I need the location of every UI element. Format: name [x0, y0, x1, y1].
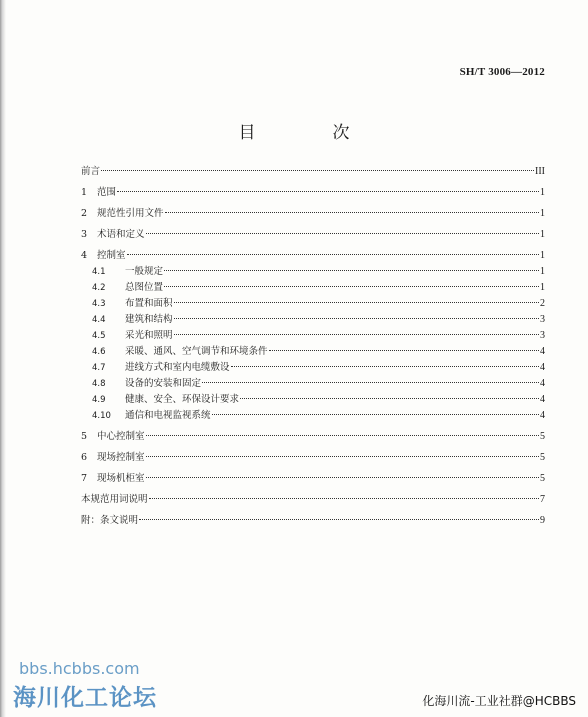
toc-entry-label: 术语和定义 [97, 229, 145, 240]
toc-dot-leader [146, 456, 539, 457]
toc-entry [81, 492, 545, 508]
toc-entry-page: 4 [540, 410, 545, 421]
toc-entry [81, 450, 545, 466]
watermark-site-name: 海川化工论坛 [13, 685, 157, 711]
toc-entry-label: 采光和照明 [125, 330, 173, 341]
toc-subentry [81, 264, 545, 280]
toc-dot-leader [117, 191, 539, 192]
toc-entry [81, 429, 545, 445]
watermark-url: bbs.hcbbs.com [19, 659, 140, 678]
toc-entry [81, 164, 545, 180]
toc-entry-label: 本规范用词说明 [81, 494, 148, 505]
toc-entry-number: 7 [81, 473, 88, 484]
toc-entry-label: 建筑和结构 [125, 314, 173, 325]
toc-entry-label: 现场控制室 [97, 452, 145, 463]
toc-entry-number: 4.6 [92, 347, 106, 357]
toc-entry-page: 5 [540, 431, 545, 442]
toc-entry-label: 范围 [97, 187, 117, 198]
watermark-credit: 化海川流-工业社群@HCBBS [422, 694, 576, 708]
toc-entry-number: 4.8 [92, 379, 106, 389]
toc-entry-number: 3 [81, 229, 88, 240]
toc-entry [81, 206, 545, 222]
toc-entry-page: 4 [540, 346, 545, 357]
toc-entry-label: 现场机柜室 [97, 473, 145, 484]
standard-code: SH/T 3006—2012 [459, 66, 545, 78]
toc-entry-number: 4.4 [92, 315, 106, 325]
toc-entry-page: 1 [540, 187, 545, 198]
toc-dot-leader [139, 519, 539, 520]
table-of-contents [81, 164, 545, 529]
toc-entry [81, 248, 545, 264]
toc-entry-label: 布置和面积 [125, 298, 173, 309]
toc-entry [81, 513, 545, 529]
toc-entry-number: 2 [81, 208, 88, 219]
toc-entry-page: 4 [540, 394, 545, 405]
page-title: 目 次 [238, 123, 380, 143]
toc-entry-number: 4.3 [92, 299, 106, 309]
toc-entry-page: 1 [540, 282, 545, 293]
toc-entry-page: 5 [540, 473, 545, 484]
toc-dot-leader [174, 334, 539, 335]
toc-entry-page: 2 [540, 298, 545, 309]
toc-subentry [81, 344, 545, 360]
toc-dot-leader [146, 435, 539, 436]
toc-dot-leader [212, 414, 539, 415]
scan-edge-shadow [0, 0, 6, 717]
toc-entry-page: 7 [540, 494, 545, 505]
toc-entry [81, 185, 545, 201]
toc-subentry [81, 376, 545, 392]
toc-entry-label: 规范性引用文件 [97, 208, 164, 219]
toc-dot-leader [164, 270, 539, 271]
toc-entry-page: 5 [540, 452, 545, 463]
toc-entry-page: 1 [540, 229, 545, 240]
toc-entry [81, 227, 545, 243]
toc-entry-label: 中心控制室 [97, 431, 145, 442]
toc-subentry [81, 280, 545, 296]
toc-entry-label: 进线方式和室内电缆敷设 [125, 362, 230, 373]
toc-entry-label: 控制室 [97, 250, 126, 261]
toc-entry-number: 4.7 [92, 363, 106, 373]
toc-entry-label: 前言 [81, 166, 101, 177]
toc-dot-leader [269, 350, 539, 351]
toc-dot-leader [174, 318, 539, 319]
toc-dot-leader [174, 302, 539, 303]
toc-dot-leader [202, 382, 539, 383]
toc-dot-leader [165, 212, 539, 213]
toc-entry-page: 1 [540, 266, 545, 277]
toc-subentry [81, 312, 545, 328]
toc-entry-page: 4 [540, 362, 545, 373]
toc-entry-label: 总图位置 [125, 282, 164, 293]
toc-subentry [81, 408, 545, 424]
toc-dot-leader [149, 498, 539, 499]
toc-entry-number: 5 [81, 431, 88, 442]
toc-entry-page: III [535, 166, 545, 177]
toc-dot-leader [101, 170, 534, 171]
toc-entry-number: 4.9 [92, 395, 106, 405]
toc-dot-leader [164, 286, 539, 287]
toc-dot-leader [146, 233, 539, 234]
toc-entry-label: 健康、安全、环保设计要求 [125, 394, 240, 405]
toc-entry-page: 1 [540, 208, 545, 219]
toc-entry-number: 1 [81, 187, 88, 198]
toc-entry [81, 471, 545, 487]
toc-subentry [81, 392, 545, 408]
toc-subentry [81, 328, 545, 344]
toc-entry-number: 4.1 [92, 267, 106, 277]
toc-subentry [81, 296, 545, 312]
toc-dot-leader [146, 477, 539, 478]
toc-entry-number: 4.10 [92, 411, 111, 421]
toc-entry-label: 通信和电视监视系统 [125, 410, 211, 421]
toc-entry-page: 3 [540, 314, 545, 325]
toc-entry-number: 4.5 [92, 331, 106, 341]
toc-entry-label: 一般规定 [125, 266, 164, 277]
toc-entry-page: 1 [540, 250, 545, 261]
toc-dot-leader [127, 254, 539, 255]
toc-dot-leader [231, 366, 539, 367]
toc-subentry [81, 360, 545, 376]
toc-entry-number: 4.2 [92, 283, 106, 293]
toc-entry-label: 附：条文说明 [81, 515, 139, 526]
toc-entry-label: 设备的安装和固定 [125, 378, 202, 389]
toc-entry-page: 4 [540, 378, 545, 389]
toc-dot-leader [240, 398, 539, 399]
toc-entry-label: 采暖、通风、空气调节和环境条件 [125, 346, 268, 357]
toc-entry-page: 3 [540, 330, 545, 341]
toc-entry-number: 4 [81, 250, 88, 261]
toc-entry-number: 6 [81, 452, 88, 463]
toc-entry-page: 9 [540, 515, 545, 526]
